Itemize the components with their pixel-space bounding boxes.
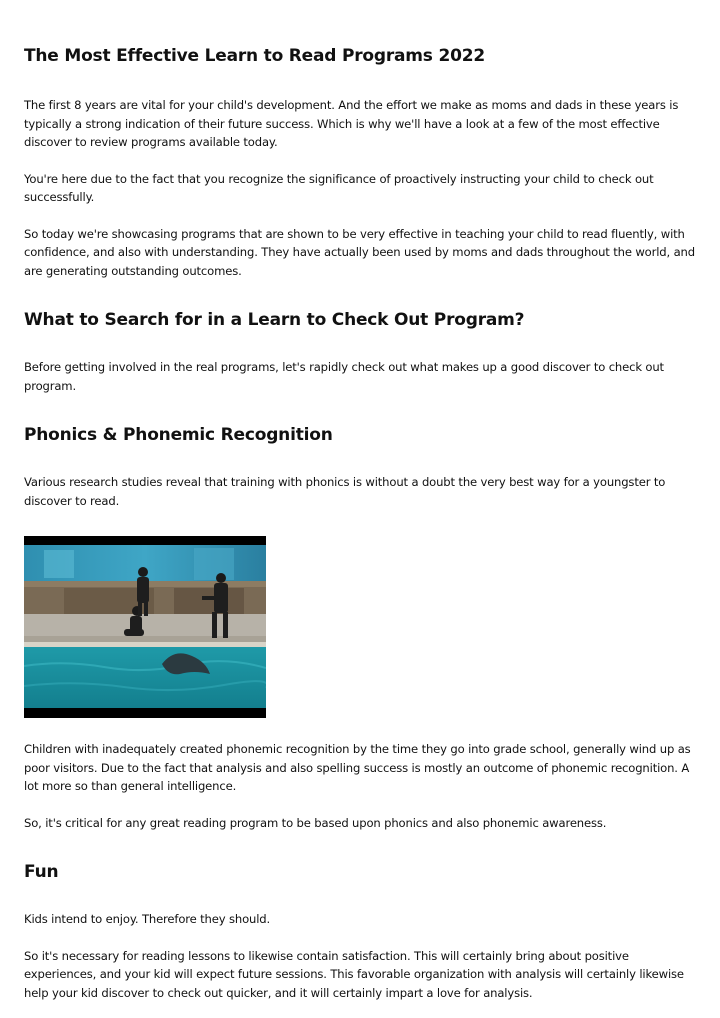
section-paragraph: Kids intend to enjoy. Therefore they should.: [24, 912, 271, 926]
intro-paragraph: The first 8 years are vital for your child's development. And the effort we make as moms and dads in these years is typically a strong indication of their future success. Which is why we'll have a look at a few of the most effective discover to review programs available today.: [24, 98, 679, 149]
section-paragraph: So it's necessary for reading lessons to likewise contain satisfaction. This will certainly bring about positive experiences, and your kid will expect future sessions. This favorable organization with analysis will certainly likewise help your kid discover to check out quicker, and it will certainly impart a love for analysis.: [24, 948, 684, 1000]
dolphin-show-photo: [24, 536, 266, 718]
intro-paragraph: You're here due to the fact that you recognize the significance of proactively instructing your child to check out successfully.: [24, 171, 654, 204]
intro-paragraph: So today we're showcasing programs that are shown to be very effective in teaching your child to read fluently, with confidence, and also with understanding. They have actually been used by moms and dads throughout the world, and are generating outstanding outcomes.: [24, 226, 695, 278]
section-paragraph: Before getting involved in the real programs, let's rapidly check out what makes up a good discover to check out program.: [24, 360, 664, 393]
section-heading-what-to-search: What to Search for in a Learn to Check Out Program?: [24, 310, 525, 330]
photo-illustration: [24, 536, 266, 718]
section-heading-fun: Fun: [24, 862, 59, 882]
section-paragraph: Children with inadequately created phonemic recognition by the time they go into grade school, generally wind up as poor visitors. Due to the fact that analysis and also spelling success is mostly an outcome of phonemic recognition. A lot more so than general intelligence.: [24, 742, 691, 793]
section-heading-phonics: Phonics & Phonemic Recognition: [24, 425, 333, 445]
section-paragraph: Various research studies reveal that training with phonics is without a doubt the very best way for a youngster to discover to read.: [24, 475, 666, 508]
section-paragraph: So, it's critical for any great reading program to be based upon phonics and also phonemic awareness.: [24, 815, 607, 830]
page-title: The Most Effective Learn to Read Programs 2022: [24, 46, 485, 66]
